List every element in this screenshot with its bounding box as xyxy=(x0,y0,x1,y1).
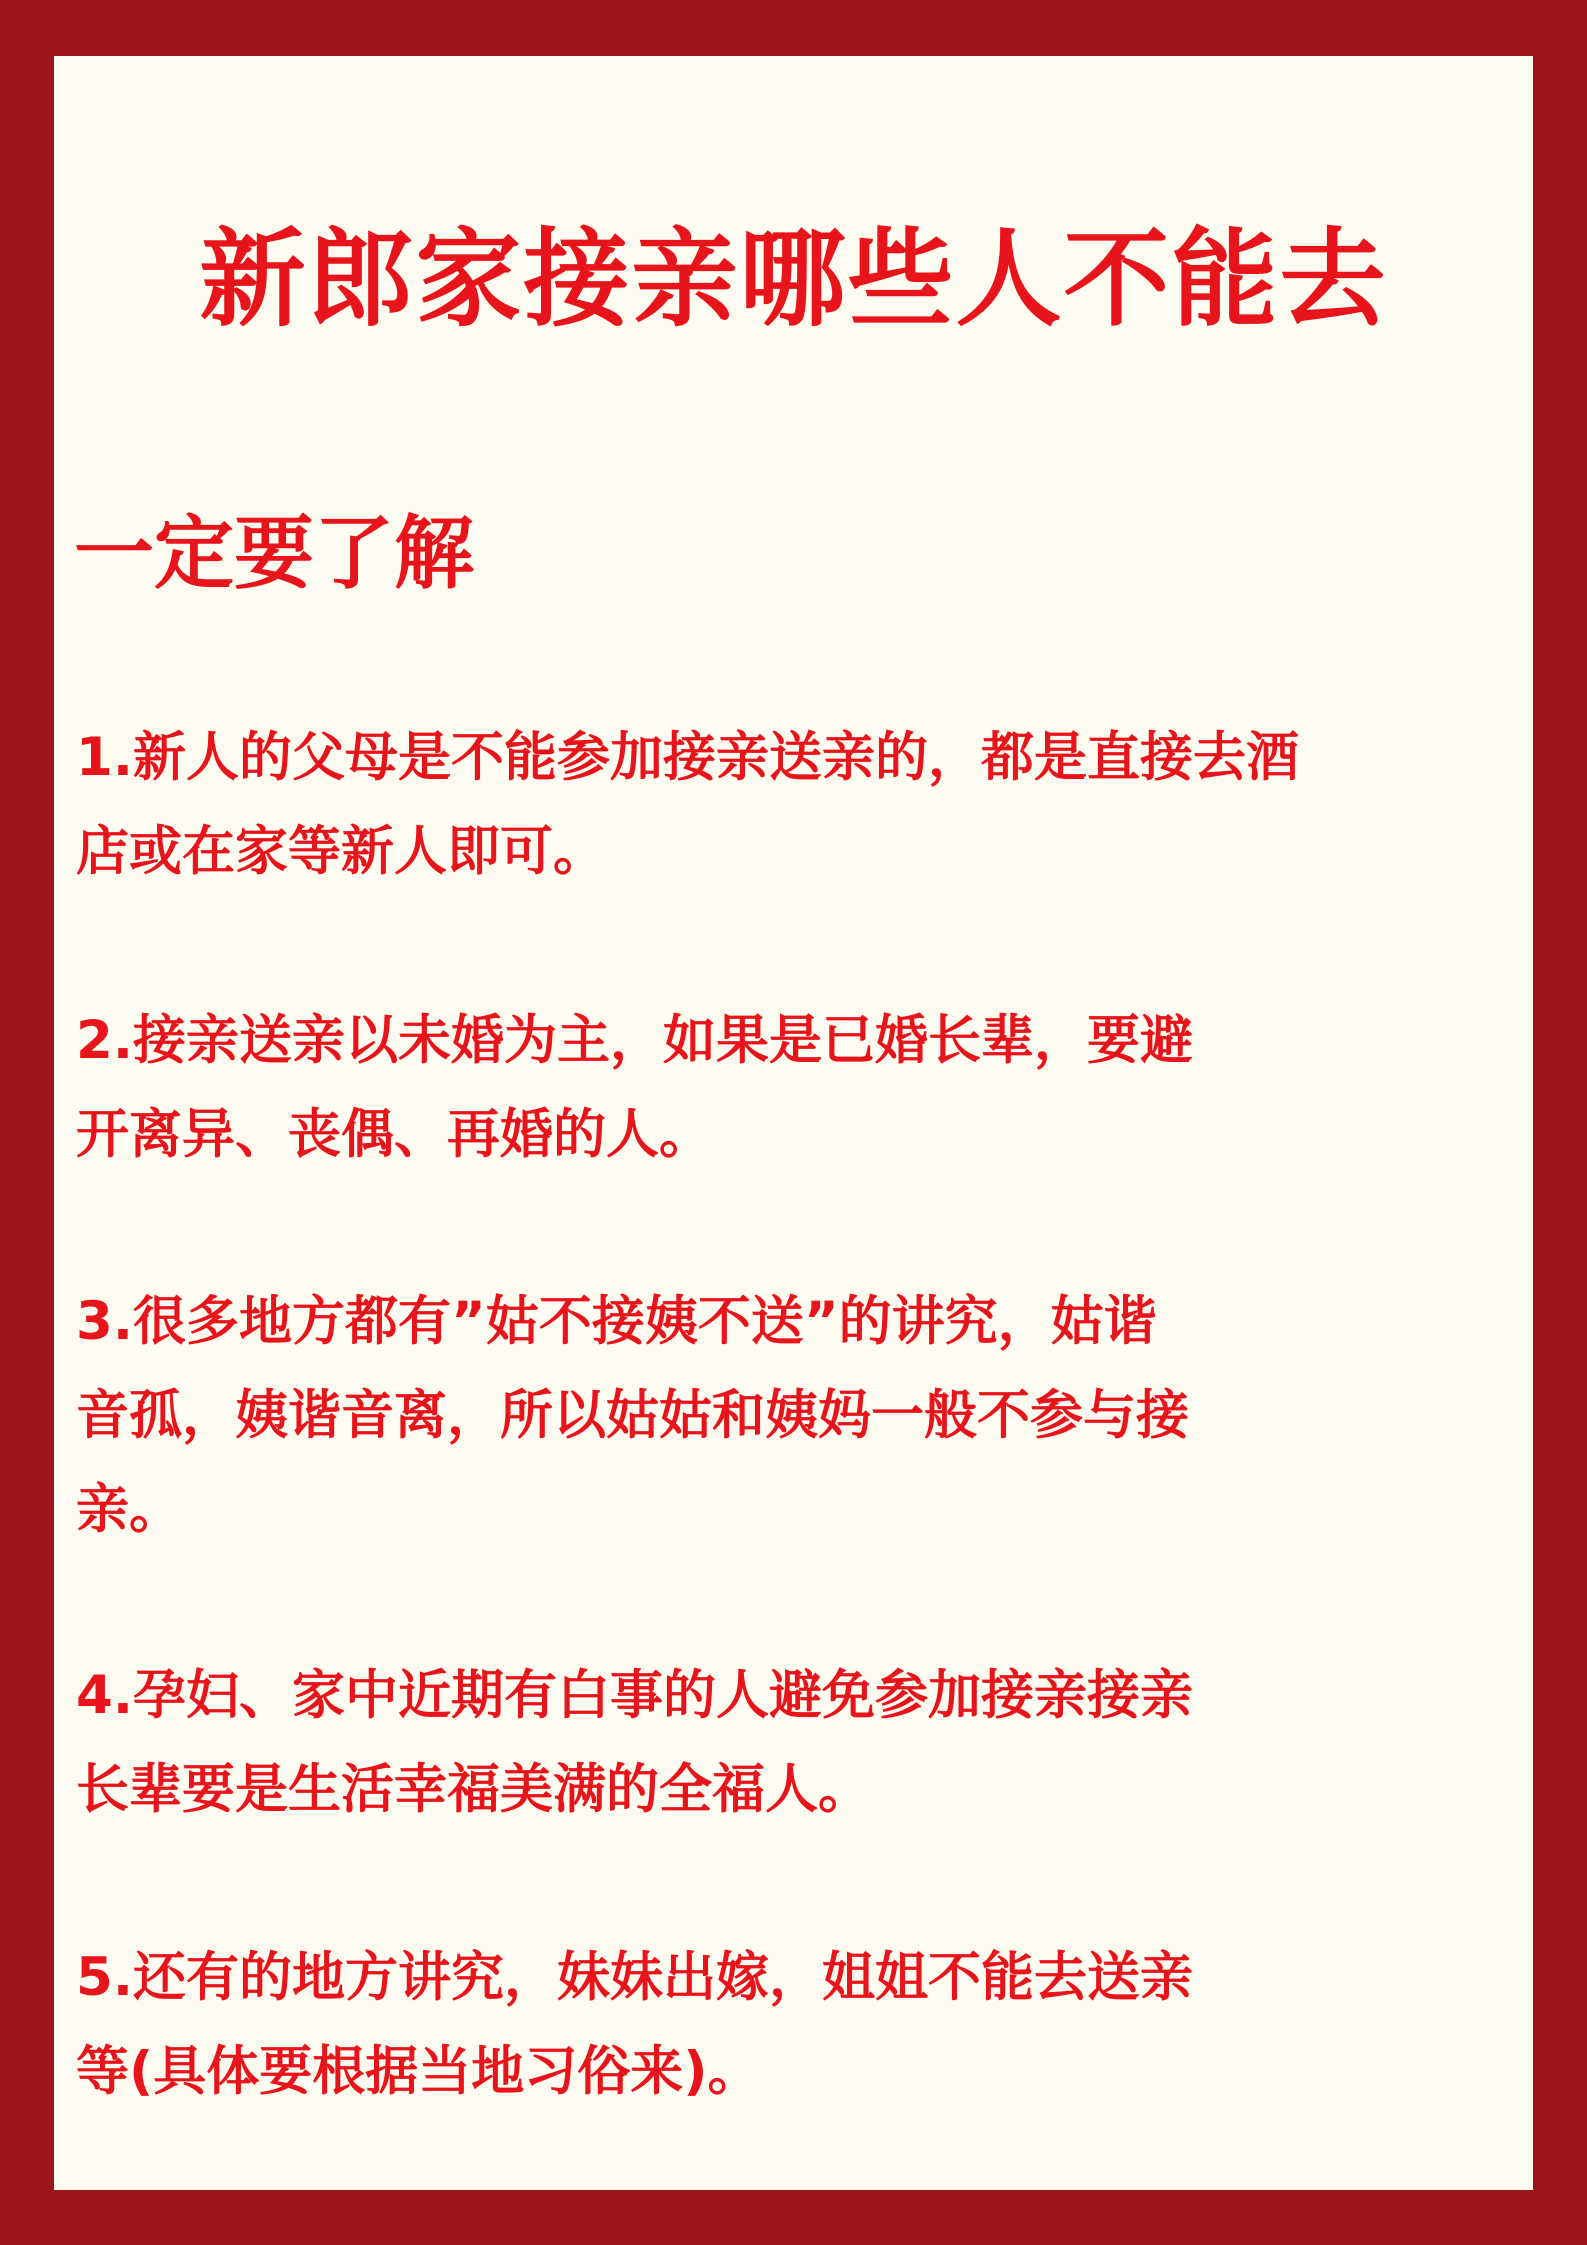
item-3-line-1: 3.很多地方都有”姑不接姨不送”的讲究，姑谐 xyxy=(76,1291,1157,1352)
list-item-4 xyxy=(76,1649,1193,1837)
item-1-line-1: 1.新人的父母是不能参加接亲送亲的，都是直接去酒 xyxy=(76,727,1300,788)
section-heading: 一定要了解 xyxy=(74,507,474,600)
list-item-2 xyxy=(76,994,1193,1182)
item-1-line-2: 店或在家等新人即可。 xyxy=(76,821,606,882)
item-5-line-2: 等(具体要根据当地习俗来)。 xyxy=(76,2041,761,2102)
item-4-line-1: 4.孕妇、家中近期有白事的人避免参加接亲接亲 xyxy=(76,1665,1194,1726)
list-item-3 xyxy=(76,1275,1189,1557)
item-5-line-1: 5.还有的地方讲究，妹妹出嫁，姐姐不能去送亲 xyxy=(76,1947,1194,2008)
item-3-line-3: 亲。 xyxy=(76,1479,182,1540)
list-item-5 xyxy=(76,1931,1193,2119)
item-3-line-2: 音孤，姨谐音离，所以姑姑和姨妈一般不参与接 xyxy=(76,1385,1189,1446)
poster-title: 新郎家接亲哪些人不能去 xyxy=(199,218,1388,341)
item-2-line-1: 2.接亲送亲以未婚为主，如果是已婚长辈，要避 xyxy=(76,1010,1194,1071)
item-4-line-2: 长辈要是生活幸福美满的全福人。 xyxy=(76,1759,871,1820)
list-item-1 xyxy=(76,711,1299,899)
poster-card xyxy=(54,56,1533,2190)
item-2-line-2: 开离异、丧偶、再婚的人。 xyxy=(76,1104,712,1165)
